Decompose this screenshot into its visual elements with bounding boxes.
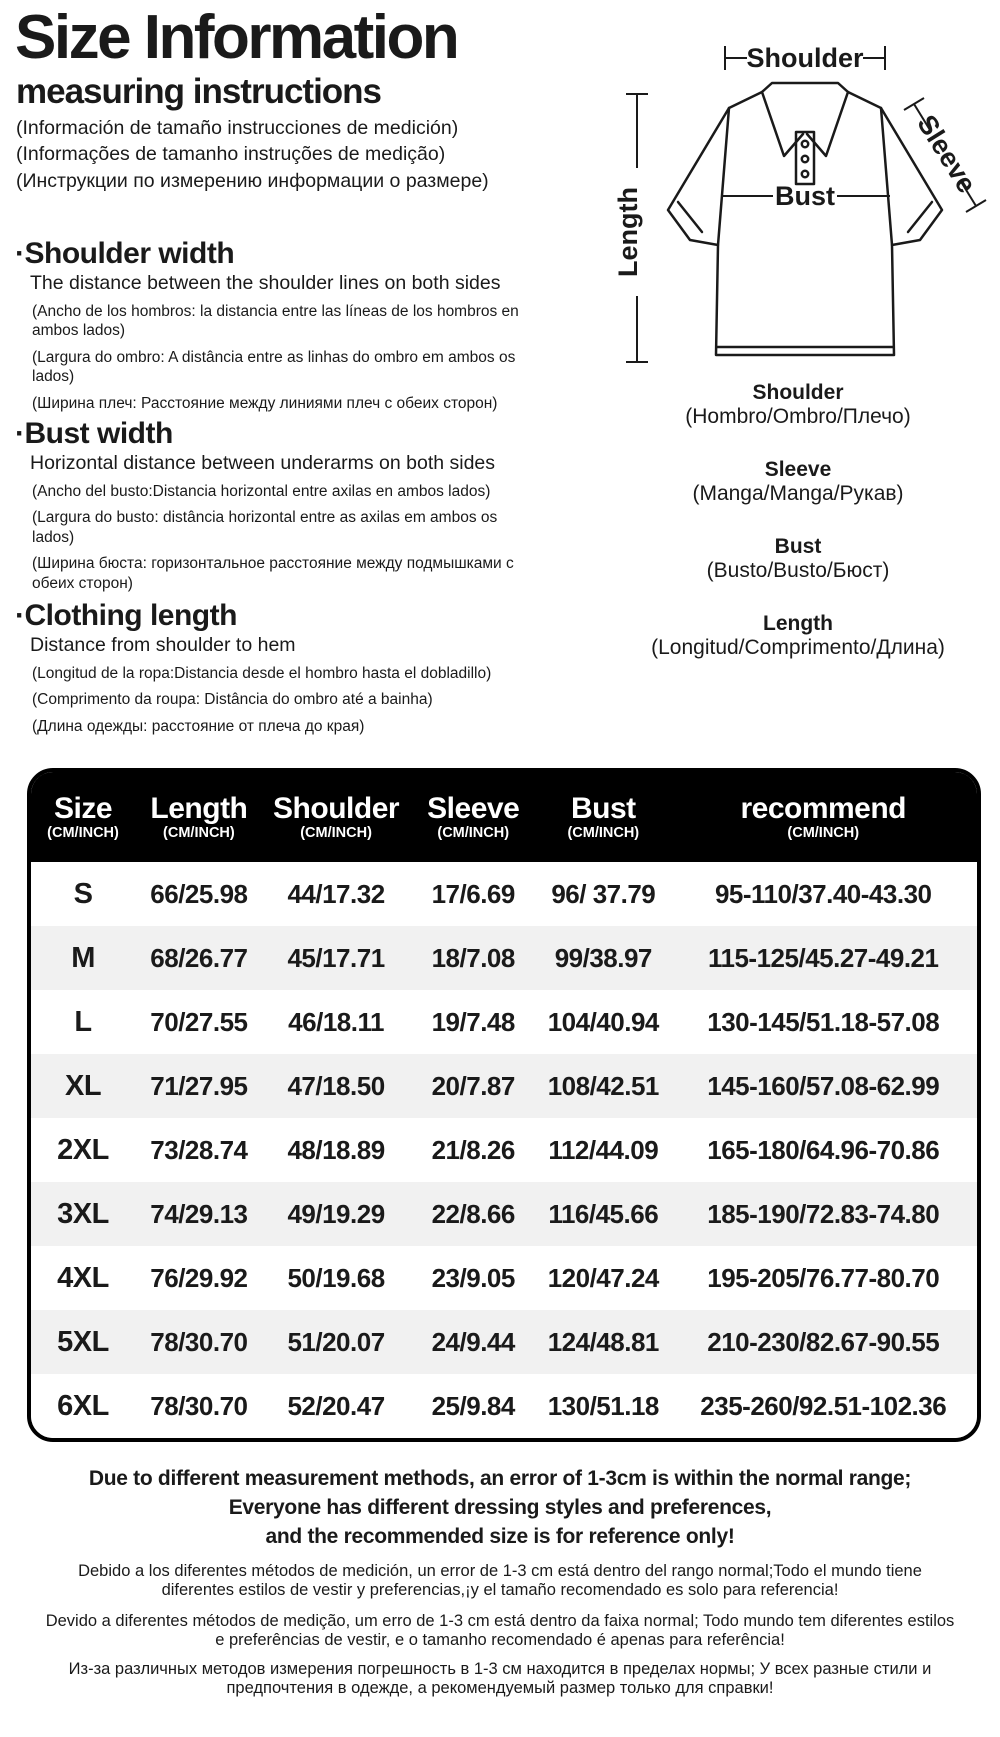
section-note-pt: (Largura do busto: distância horizontal entre as axilas em ambos os lados) [32,509,498,546]
section-note-ru: (Ширина бюста: горизонтальное расстояние между подмышками с обеих сторон) [32,555,514,592]
page-subtitle: measuring instructions [16,71,382,111]
table-cell: 116/45.66 [548,1198,659,1229]
legend-item-sleeve [596,458,1000,506]
table-row [31,862,977,926]
legend-term: Length [763,612,833,635]
legend-translation: (Manga/Manga/Рукав) [692,482,904,505]
page-title: Size Information [15,3,458,72]
measurement-disclaimer-pt: Devido a diferentes métodos de medição, um erro de 1-3 cm está dentro da faixa normal; Todo mundo tem diferentes estilos e preferências de vestir, e o tamanho recomendado é apenas para referência! [45,1612,955,1649]
size-cell: 6XL [57,1389,109,1422]
size-cell: 2XL [57,1133,109,1166]
table-cell: 18/7.08 [431,942,515,973]
table-cell: 71/27.95 [150,1070,248,1101]
table-cell: 210-230/82.67-90.55 [707,1326,940,1357]
table-cell: 99/38.97 [554,942,652,973]
table-cell: 23/9.05 [431,1262,515,1293]
table-row [31,1182,977,1246]
table-cell: 50/19.68 [287,1262,385,1293]
table-cell: 21/8.26 [431,1134,515,1165]
table-row [31,1374,977,1438]
table-cell: 185-190/72.83-74.80 [707,1198,940,1229]
legend-term: Shoulder [752,381,844,404]
table-cell: 74/29.13 [150,1198,248,1229]
table-cell: 165-180/64.96-70.86 [707,1134,940,1165]
table-cell: 70/27.55 [150,1006,248,1037]
table-cell: 120/47.24 [547,1262,659,1293]
table-cell: 95-110/37.40-43.30 [714,878,932,909]
table-cell: 19/7.48 [431,1006,515,1037]
table-body [31,862,977,1438]
section-note-es: (Ancho de los hombros: la distancia entre las líneas de los hombros en ambos lados) [32,302,519,339]
table-cell: 45/17.71 [287,942,385,973]
shirt-outline [668,83,942,355]
table-row [31,1054,977,1118]
size-cell: M [71,941,95,974]
column-header-length: Length (CM/INCH) [150,792,248,841]
polo-shirt-diagram [540,10,1000,372]
size-cell: XL [64,1069,102,1102]
column-header-size: Size (CM/INCH) [47,792,119,841]
section-description: The distance between the shoulder lines on both sides [30,271,501,294]
table-cell: 22/8.66 [431,1198,515,1229]
section-note-ru: (Длина одежды: расстояние от плеча до края) [32,717,365,735]
table-cell: 66/25.98 [150,878,248,909]
bust-annotation-label: Bust [775,181,835,211]
legend-item-length [596,612,1000,660]
section-note-pt: (Comprimento da roupa: Distância do ombro até a bainha) [32,691,433,708]
table-cell: 112/44.09 [548,1134,659,1165]
column-header-recommend: recommend (CM/INCH) [740,792,907,841]
length-annotation-label: Length [613,187,643,277]
legend-translation: (Busto/Busto/Бюст) [706,559,890,582]
header-block [15,2,563,195]
table-cell: 130-145/51.18-57.08 [707,1006,940,1037]
size-cell: L [74,1005,92,1038]
section-note-ru: (Ширина плеч: Расстояние между линиями плеч с обеих сторон) [32,394,498,412]
table-cell: 76/29.92 [150,1262,248,1293]
table-cell: 25/9.84 [431,1390,515,1421]
section-title: ·Shoulder width [15,237,235,270]
legend-item-shoulder [596,381,1000,429]
disclaimer-line: and the recommended size is for reference only! [265,1525,735,1548]
legend-translation: (Longitud/Comprimento/Длина) [651,636,945,659]
table-cell: 52/20.47 [287,1390,385,1421]
column-header-shoulder: Shoulder (CM/INCH) [273,792,400,841]
table-header-row [31,772,977,862]
column-header-sleeve: Sleeve (CM/INCH) [427,792,520,841]
table-cell: 195-205/76.77-80.70 [707,1262,940,1293]
table-cell: 124/48.81 [547,1326,659,1357]
table-cell: 145-160/57.08-62.99 [707,1070,940,1101]
table-cell: 235-260/92.51-102.36 [700,1390,947,1421]
measurement-diagram [540,10,1000,689]
table-cell: 44/17.32 [287,878,385,909]
diagram-legend [540,381,1000,660]
size-cell: 3XL [57,1197,109,1230]
table-cell: 47/18.50 [287,1070,385,1101]
section-description: Distance from shoulder to hem [30,633,296,656]
table-row [31,1246,977,1310]
subtitle-translation-es: (Información de tamaño instrucciones de medición) [16,116,459,139]
subtitle-translation-ru: (Инструкции по измерению информации о размере) [16,169,489,192]
table-cell: 73/28.74 [150,1134,248,1165]
section-title: ·Clothing length [15,599,237,632]
table-row [31,990,977,1054]
legend-term: Bust [774,535,822,558]
table-cell: 48/18.89 [287,1134,385,1165]
legend-term: Sleeve [764,458,832,481]
section-bust-width [15,418,537,593]
table-cell: 49/19.29 [287,1198,385,1229]
section-title: ·Bust width [15,417,173,450]
table-row [31,1118,977,1182]
size-cell: S [73,877,93,910]
table-cell: 96/ 37.79 [551,878,656,909]
legend-translation: (Hombro/Ombro/Плечо) [685,405,911,428]
table-cell: 46/18.11 [288,1006,384,1037]
table-cell: 108/42.51 [547,1070,659,1101]
table-cell: 78/30.70 [150,1326,248,1357]
table-row [31,1310,977,1374]
size-table [27,768,981,1442]
shoulder-annotation-label: Shoulder [746,43,864,73]
table-cell: 104/40.94 [547,1006,659,1037]
section-clothing-length [15,600,537,736]
measurement-disclaimer-en [0,1464,1000,1551]
table-cell: 17/6.69 [431,878,515,909]
section-note-es: (Longitud de la ropa:Distancia desde el hombro hasta el dobladillo) [32,664,492,682]
legend-item-bust [596,535,1000,583]
table-row [31,926,977,990]
sleeve-annotation-label: Sleeve [911,109,983,199]
column-header-bust: Bust (CM/INCH) [567,792,640,841]
subtitle-translation-pt: (Informações de tamanho instruções de medição) [16,143,446,166]
disclaimer-line: Everyone has different dressing styles and preferences, [228,1496,772,1519]
table-cell: 51/20.07 [287,1326,385,1357]
table-cell: 20/7.87 [431,1070,515,1101]
table-cell: 24/9.44 [431,1326,515,1357]
table-cell: 68/26.77 [150,942,248,973]
table-cell: 130/51.18 [547,1390,659,1421]
table-cell: 78/30.70 [150,1390,248,1421]
size-cell: 5XL [57,1325,109,1358]
section-note-pt: (Largura do ombro: A distância entre as linhas do ombro em ambos os lados) [32,348,516,385]
size-cell: 4XL [57,1261,109,1294]
disclaimer-line: Due to different measurement methods, an error of 1-3cm is within the normal range; [88,1467,912,1490]
measurement-disclaimer-ru: Из-за различных методов измерения погрешность в 1-3 см находится в пределах нормы; У всех разные стили и предпочтения в одежде, а рекомендуемый размер только для справки! [68,1660,932,1697]
section-shoulder-width [15,238,537,413]
table-cell: 115-125/45.27-49.21 [707,942,939,973]
section-note-es: (Ancho del busto:Distancia horizontal entre axilas en ambos lados) [32,482,491,500]
measurement-disclaimer-es: Debido a los diferentes métodos de medición, un error de 1-3 cm está dentro del rango normal;Todo el mundo tiene diferentes estilos de vestir y preferencias,¡y el tamaño recomendado es solo para referencia! [78,1562,922,1599]
section-description: Horizontal distance between underarms on both sides [30,451,496,474]
